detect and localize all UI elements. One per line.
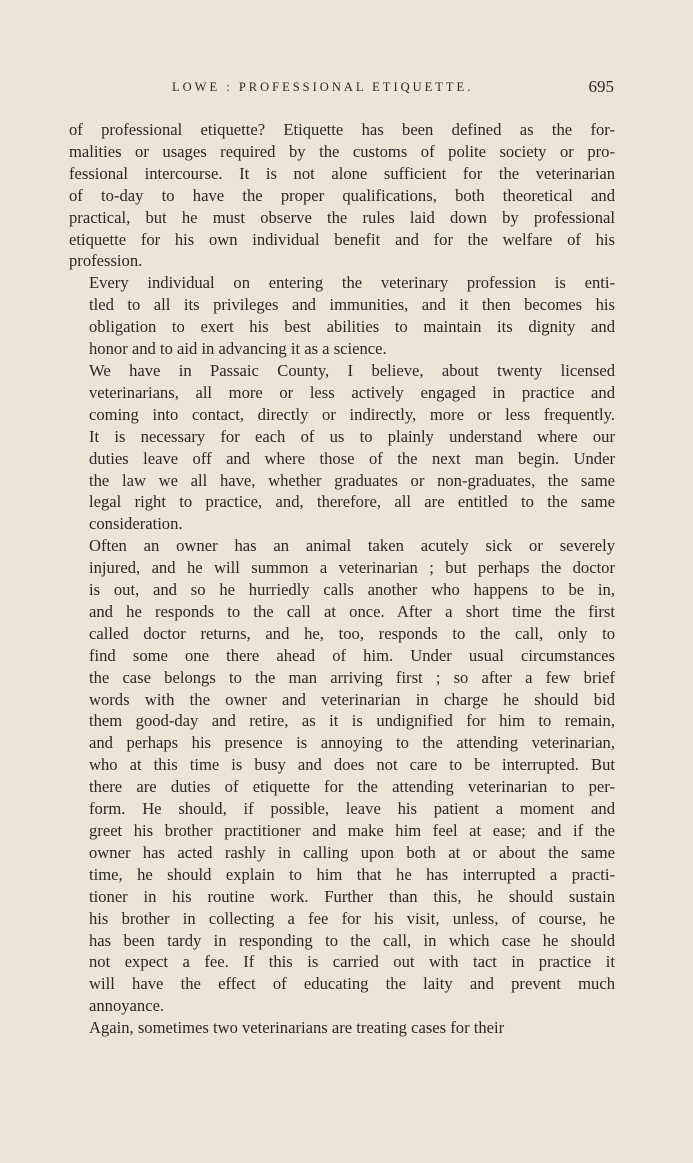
page-number: 695 xyxy=(588,77,614,96)
text-line: who at this time is busy and does not care to be interrupted. But xyxy=(89,755,615,775)
text-line: It is necessary for each of us to plainly understand where our xyxy=(89,426,615,446)
text-line: tled to all its privileges and immunities, and it then becomes his xyxy=(89,295,615,315)
running-title: LOWE : PROFESSIONAL ETIQUETTE. xyxy=(172,80,474,94)
text-line: words with the owner and veterinarian in charge he should bid xyxy=(89,689,615,709)
text-line: malities or usages required by the customs of polite society or pro- xyxy=(69,141,615,161)
text-line: obligation to exert his best abilities to maintain its dignity and xyxy=(89,317,615,337)
text-line: legal right to practice, and, therefore, all are entitled to the same xyxy=(89,492,615,512)
text-line: fessional intercourse. It is not alone sufficient for the veterinarian xyxy=(69,163,615,183)
body-text xyxy=(69,119,615,1039)
text-line: Again, sometimes two veterinarians are treating cases for their xyxy=(89,1018,505,1038)
text-line: not expect a fee. If this is carried out with tact in practice it xyxy=(89,952,615,972)
text-line: We have in Passaic County, I believe, about twenty licensed xyxy=(89,360,615,380)
paragraph xyxy=(69,119,615,272)
text-line: owner has acted rashly in calling upon both at or about the same xyxy=(89,842,615,862)
text-line: is out, and so he hurriedly calls another who happens to be in, xyxy=(89,580,615,600)
paragraph xyxy=(69,1017,615,1039)
text-line: injured, and he will summon a veterinarian ; but perhaps the doctor xyxy=(89,558,615,578)
text-line: his brother in collecting a fee for his visit, unless, of course, he xyxy=(89,908,615,928)
text-line: them good-day and retire, as it is undignified for him to remain, xyxy=(89,711,615,731)
text-line: honor and to aid in advancing it as a science. xyxy=(89,339,387,359)
text-line: profession. xyxy=(69,251,143,271)
text-line: will have the effect of educating the laity and prevent much xyxy=(89,974,615,994)
text-line: duties leave off and where those of the next man begin. Under xyxy=(89,448,615,468)
text-line: find some one there ahead of him. Under usual circumstances xyxy=(89,645,615,665)
text-line: the case belongs to the man arriving first ; so after a few brief xyxy=(89,667,615,687)
text-line: veterinarians, all more or less actively engaged in practice and xyxy=(89,382,615,402)
text-line: there are duties of etiquette for the attending veterinarian to per- xyxy=(89,777,615,797)
text-line: Every individual on entering the veterinary profession is enti- xyxy=(89,273,615,293)
paragraph xyxy=(69,272,615,360)
text-line: the law we all have, whether graduates or non-graduates, the same xyxy=(89,470,615,490)
text-line: consideration. xyxy=(89,514,183,534)
text-line: tioner in his routine work. Further than this, he should sustain xyxy=(89,886,615,906)
text-line: called doctor returns, and he, too, responds to the call, only to xyxy=(89,623,615,643)
text-line: greet his brother practitioner and make him feel at ease; and if the xyxy=(89,821,615,840)
text-line: coming into contact, directly or indirectly, more or less frequently. xyxy=(89,404,615,424)
text-line: etiquette for his own individual benefit and for the welfare of his xyxy=(69,229,615,249)
text-line: Often an owner has an animal taken acutely sick or severely xyxy=(89,536,615,556)
text-line: and he responds to the call at once. After a short time the first xyxy=(89,601,615,621)
text-line: of professional etiquette? Etiquette has been defined as the for- xyxy=(69,120,615,139)
text-line: form. He should, if possible, leave his patient a moment and xyxy=(89,799,615,819)
running-header xyxy=(68,78,616,102)
text-line: time, he should explain to him that he has interrupted a practi- xyxy=(89,864,615,884)
text-line: has been tardy in responding to the call, in which case he should xyxy=(89,930,615,950)
text-line: practical, but he must observe the rules laid down by professional xyxy=(69,207,615,227)
text-line: of to-day to have the proper qualifications, both theoretical and xyxy=(69,185,615,205)
text-line: annoyance. xyxy=(89,996,165,1016)
paragraph xyxy=(69,535,615,1017)
text-line: and perhaps his presence is annoying to the attending veterinarian, xyxy=(89,733,615,753)
paragraph xyxy=(69,360,615,535)
